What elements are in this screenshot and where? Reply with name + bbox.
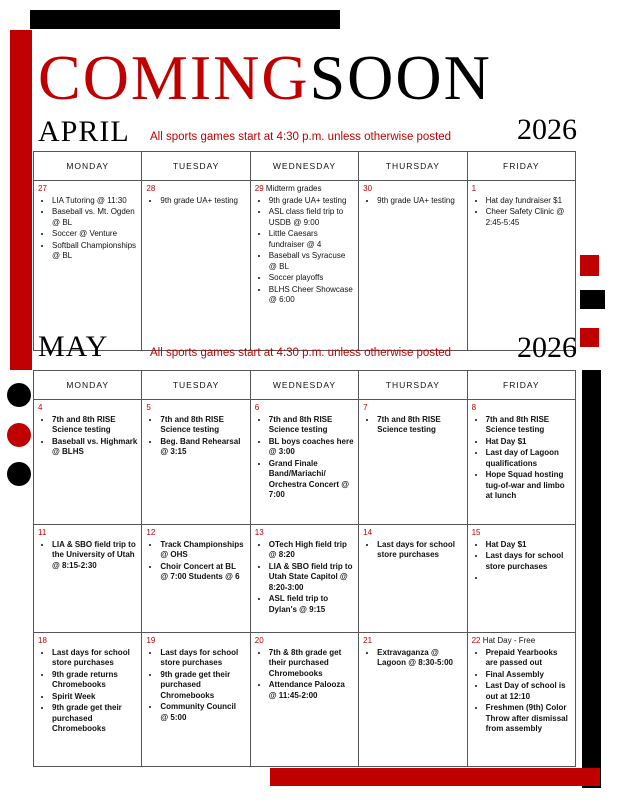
event-item: • Baseball vs Syracuse @ BL [269, 251, 354, 272]
event-item: • 7th and 8th RISE Science testing [269, 415, 354, 436]
weekday-header-row [34, 152, 576, 181]
april-note: All sports games start at 4:30 p.m. unless otherwise posted [150, 131, 452, 143]
event-list [363, 540, 462, 561]
day-number: 6 [254, 403, 260, 412]
event-item: • 7th and 8th RISE Science testing [52, 415, 137, 436]
event-list [255, 540, 354, 616]
day-cell [467, 181, 575, 351]
black-dot [7, 383, 31, 407]
day-number: 1 [471, 184, 477, 193]
event-list [363, 415, 462, 436]
event-item: • Soccer @ Venture [52, 229, 137, 240]
april-calendar [33, 151, 576, 351]
event-list [255, 415, 354, 501]
event-item: • Baseball vs. Mt. Ogden @ BL [52, 207, 137, 228]
event-list [472, 540, 571, 584]
day-number: 22 Hat Day - Free [471, 636, 536, 645]
day-cell [34, 633, 142, 767]
event-item: • 9th grade UA+ testing [377, 196, 462, 207]
day-cell [142, 633, 250, 767]
day-cell [142, 181, 250, 351]
event-list [38, 540, 137, 572]
day-label: Hat Day - Free [482, 636, 536, 645]
event-item: • Hat Day $1 [486, 437, 571, 448]
day-header: WEDNESDAY [250, 371, 358, 400]
day-header: FRIDAY [467, 152, 575, 181]
event-list [38, 648, 137, 735]
event-item: • 7th and 8th RISE Science testing [486, 415, 571, 436]
event-item: • ASL class field trip to USDB @ 9:00 [269, 207, 354, 228]
event-list [146, 196, 245, 207]
event-list [472, 415, 571, 502]
event-item: • Hat day fundraiser $1 [486, 196, 571, 207]
event-item: • Hope Squad hosting tug-of-war and limbo at lunch [486, 470, 571, 502]
event-item: • 9th grade UA+ testing [160, 196, 245, 207]
event-item: • Last day of Lagoon qualifications [486, 448, 571, 469]
day-number: 19 [146, 636, 156, 645]
event-item: • Prepaid Yearbooks are passed out [486, 648, 571, 669]
event-item: • Last days for school store purchases [52, 648, 137, 669]
event-item: • Little Caesars fundraiser @ 4 [269, 229, 354, 250]
event-item: • Softball Championships @ BL [52, 241, 137, 262]
may-year: 2026 [517, 331, 577, 364]
day-cell [142, 400, 250, 525]
day-number: 30 [363, 184, 373, 193]
day-cell [467, 633, 575, 767]
event-item: • Community Council @ 5:00 [160, 702, 245, 723]
event-list [255, 196, 354, 306]
day-cell [34, 181, 142, 351]
april-year: 2026 [517, 113, 577, 146]
event-item: • Last Day of school is out at 12:10 [486, 681, 571, 702]
event-list [472, 648, 571, 735]
event-item: • 9th grade get their purchased Chromebooks [160, 670, 245, 702]
right-black-bar [582, 370, 601, 788]
event-item: • OTech High field trip @ 8:20 [269, 540, 354, 561]
day-number: 13 [254, 528, 264, 537]
event-item: • Last days for school store purchases [377, 540, 462, 561]
day-cell [250, 181, 358, 351]
bottom-red-bar [270, 768, 600, 786]
event-item: • Cheer Safety Clinic @ 2:45-5:45 [486, 207, 571, 228]
event-item: • 7th and 8th RISE Science testing [377, 415, 462, 436]
event-item: • 9th grade UA+ testing [269, 196, 354, 207]
day-number: 18 [38, 636, 47, 645]
event-item: • Last days for school store purchases [486, 551, 571, 572]
event-item: • BLHS Cheer Showcase @ 6:00 [269, 285, 354, 306]
event-list [146, 540, 245, 583]
day-number: 14 [363, 528, 373, 537]
day-label: Midterm grades [265, 184, 322, 193]
day-number: 29 Midterm grades [254, 184, 322, 193]
event-item: • Hat Day $1 [486, 540, 571, 551]
weekday-header-row [34, 371, 576, 400]
event-list [146, 415, 245, 458]
event-item: • 9th grade get their purchased Chromebooks [52, 703, 137, 735]
day-number: 5 [146, 403, 151, 412]
day-number: 12 [146, 528, 156, 537]
event-item: • Spirit Week [52, 692, 137, 703]
event-item [486, 573, 571, 584]
april-heading: APRIL [38, 115, 130, 148]
event-item: • Soccer playoffs [269, 273, 354, 284]
event-item: • Beg. Band Rehearsal @ 3:15 [160, 437, 245, 458]
may-week-row [34, 633, 576, 767]
event-item: • Final Assembly [486, 670, 571, 681]
red-dot [7, 423, 31, 447]
day-cell [250, 633, 358, 767]
event-item: • Last days for school store purchases [160, 648, 245, 669]
day-cell [142, 525, 250, 633]
right-red-block-lower [580, 328, 599, 347]
event-item: • 7th & 8th grade get their purchased Chromebooks [269, 648, 354, 680]
event-item: • Grand Finale Band/Mariachi/ Orchestra Concert @ 7:00 [269, 459, 354, 501]
day-cell [359, 181, 467, 351]
day-number: 27 [38, 184, 47, 193]
event-list [255, 648, 354, 702]
day-number: 28 [146, 184, 156, 193]
day-number: 8 [471, 403, 477, 412]
left-red-bar [10, 30, 32, 370]
may-heading: MAY [38, 330, 109, 363]
day-header: TUESDAY [142, 371, 250, 400]
right-black-block [580, 290, 605, 309]
may-week-row [34, 400, 576, 525]
may-calendar [33, 370, 576, 767]
page-title [38, 38, 598, 118]
right-red-block [580, 255, 599, 276]
event-list [38, 196, 137, 262]
day-number: 7 [363, 403, 368, 412]
may-week-row [34, 525, 576, 633]
day-cell [359, 400, 467, 525]
day-header: MONDAY [34, 152, 142, 181]
title-coming: COMING [38, 42, 310, 113]
day-number: 20 [254, 636, 264, 645]
day-header: TUESDAY [142, 152, 250, 181]
day-cell [34, 525, 142, 633]
day-cell [34, 400, 142, 525]
day-number: 15 [471, 528, 481, 537]
day-cell [250, 400, 358, 525]
day-header: WEDNESDAY [250, 152, 358, 181]
event-item: • Extravaganza @ Lagoon @ 8:30-5:00 [377, 648, 462, 669]
event-list [363, 648, 462, 669]
may-note: All sports games start at 4:30 p.m. unless otherwise posted [150, 347, 452, 359]
event-item: • 9th grade returns Chromebooks [52, 670, 137, 691]
event-item: • LIA & SBO field trip to the University of Utah @ 8:15-2:30 [52, 540, 137, 572]
day-header: FRIDAY [467, 371, 575, 400]
day-number: 21 [363, 636, 373, 645]
day-header: THURSDAY [359, 371, 467, 400]
event-item: • LIA Tutoring @ 11:30 [52, 196, 137, 207]
day-cell [250, 525, 358, 633]
event-item: • Choir Concert at BL @ 7:00 Students @ 6 [160, 562, 245, 583]
day-cell [359, 525, 467, 633]
event-item: • BL boys coaches here @ 3:00 [269, 437, 354, 458]
event-list [38, 415, 137, 458]
day-cell [467, 400, 575, 525]
event-item: • Attendance Palooza @ 11:45-2:00 [269, 680, 354, 701]
event-item: • ASL field trip to Dylan's @ 9:15 [269, 594, 354, 615]
black-dot [7, 462, 31, 486]
event-list [363, 196, 462, 207]
day-cell [359, 633, 467, 767]
event-list [472, 196, 571, 229]
event-item: • Freshmen (9th) Color Throw after dismissal from assembly [486, 703, 571, 735]
event-item: • Track Championships @ OHS [160, 540, 245, 561]
event-item: • 7th and 8th RISE Science testing [160, 415, 245, 436]
title-soon: SOON [309, 42, 492, 113]
event-item: • LIA & SBO field trip to Utah State Capitol @ 8:20-3:00 [269, 562, 354, 594]
april-week-row [34, 181, 576, 351]
top-black-bar [30, 10, 340, 29]
day-cell [467, 525, 575, 633]
day-number: 4 [38, 403, 43, 412]
event-list [146, 648, 245, 724]
day-header: THURSDAY [359, 152, 467, 181]
day-number: 11 [38, 528, 47, 537]
event-item: • Baseball vs. Highmark @ BLHS [52, 437, 137, 458]
day-header: MONDAY [34, 371, 142, 400]
